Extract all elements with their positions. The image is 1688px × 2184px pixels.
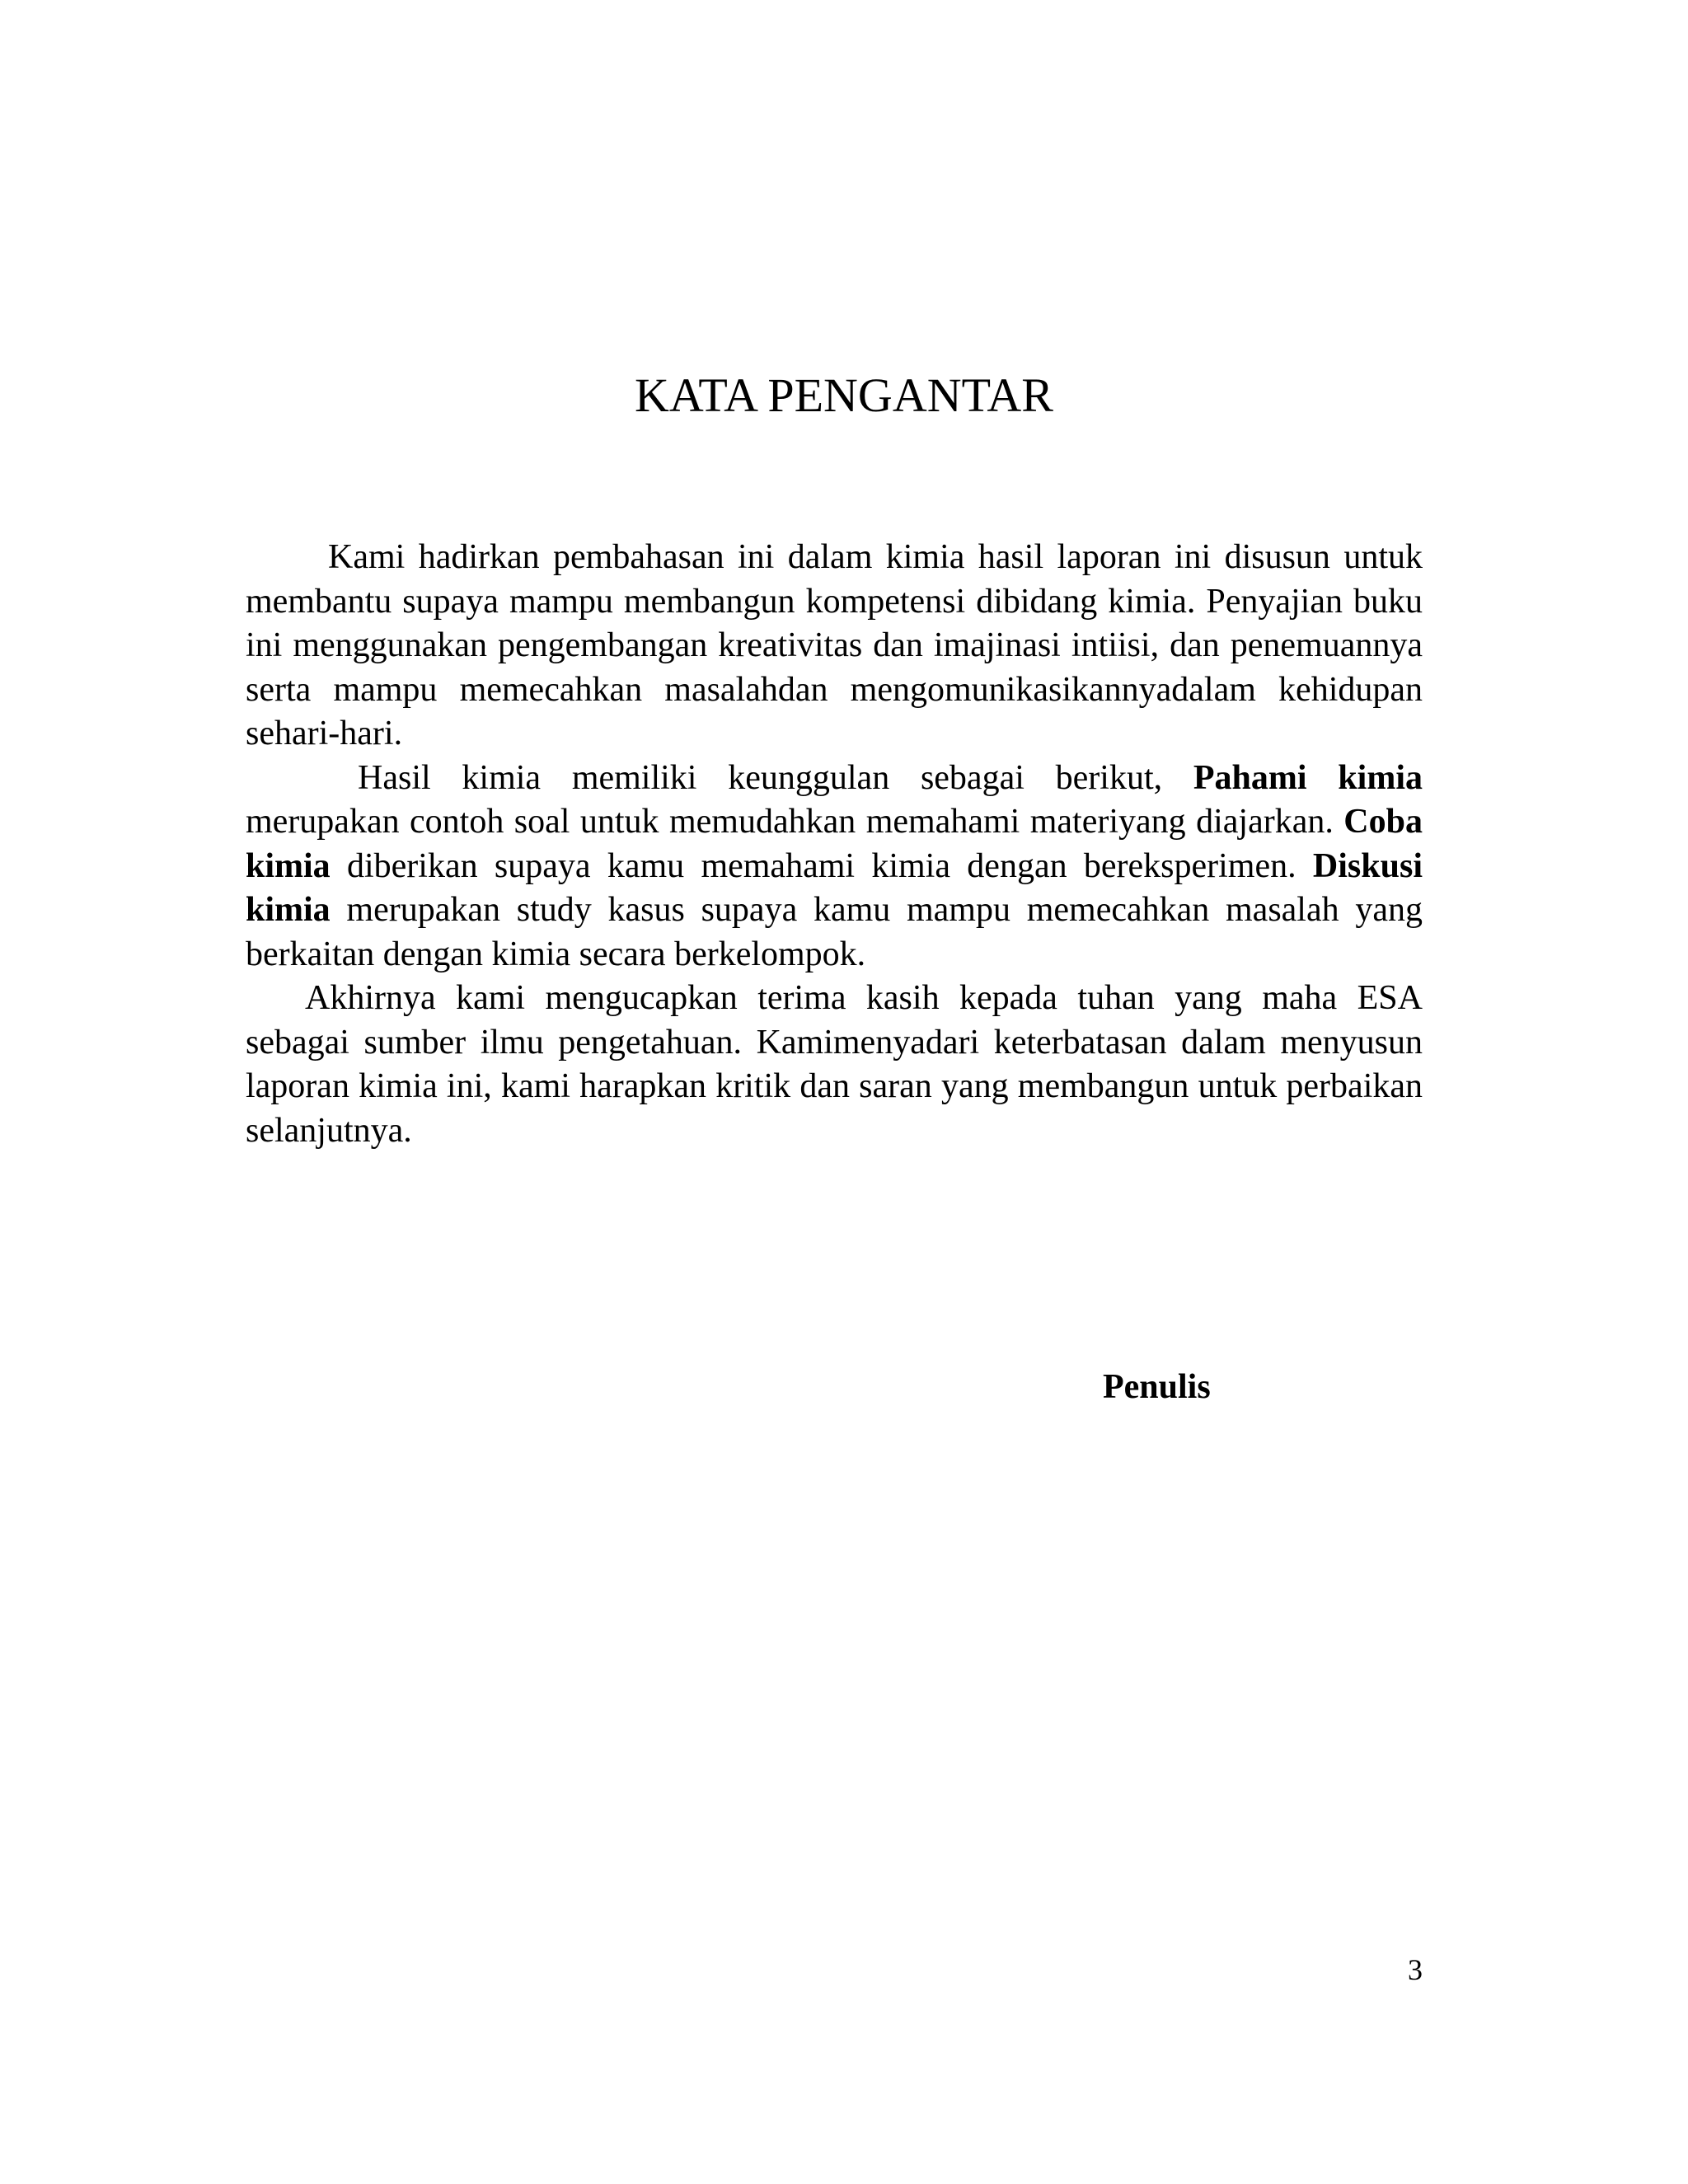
paragraph-intro: Kami hadirkan pembahasan ini dalam kimia hasil laporan ini disusun untuk membantu supaya mampu membangun kompetensi dibidang kimia. Penyajian buku ini menggunakan pengembangan kreativitas dan imajinasi intiisi, dan penemuannya serta mampu memecahkan masalahdan mengomunikasikannyadalam kehidupan sehari-hari. [246, 538, 1423, 752]
desc-diskusi-kimia: merupakan study kasus supaya kamu mampu memecahkan masalah yang berkaitan dengan kimia secara berkelompok. [246, 891, 1423, 973]
paragraph-features [246, 757, 1423, 977]
paragraph-closing: Akhirnya kami mengucapkan terima kasih kepada tuhan yang maha ESA sebagai sumber ilmu pengetahuan. Kamimenyadari keterbatasan dalam menyusun laporan kimia ini, kami harapkan kritik dan saran yang membangun untuk perbaikan selanjutnya. [246, 979, 1423, 1150]
desc-coba-kimia: diberikan supaya kamu memahami kimia dengan bereksperimen. [330, 846, 1313, 885]
page-title: KATA PENGANTAR [635, 368, 1053, 422]
term-diskusi-kimia: Diskusi kimia [246, 846, 1423, 929]
desc-pahami-kimia: merupakan contoh soal untuk memudahkan memahami materiyang diajarkan. [246, 803, 1344, 841]
term-pahami-kimia: Pahami kimia [1193, 758, 1423, 797]
body-text [246, 536, 1423, 1153]
features-intro: Hasil kimia memiliki keunggulan sebagai berikut, [358, 758, 1193, 797]
page-number: 3 [1408, 1953, 1423, 1986]
term-coba-kimia: Coba kimia [246, 803, 1423, 885]
signature: Penulis [1103, 1368, 1211, 1406]
